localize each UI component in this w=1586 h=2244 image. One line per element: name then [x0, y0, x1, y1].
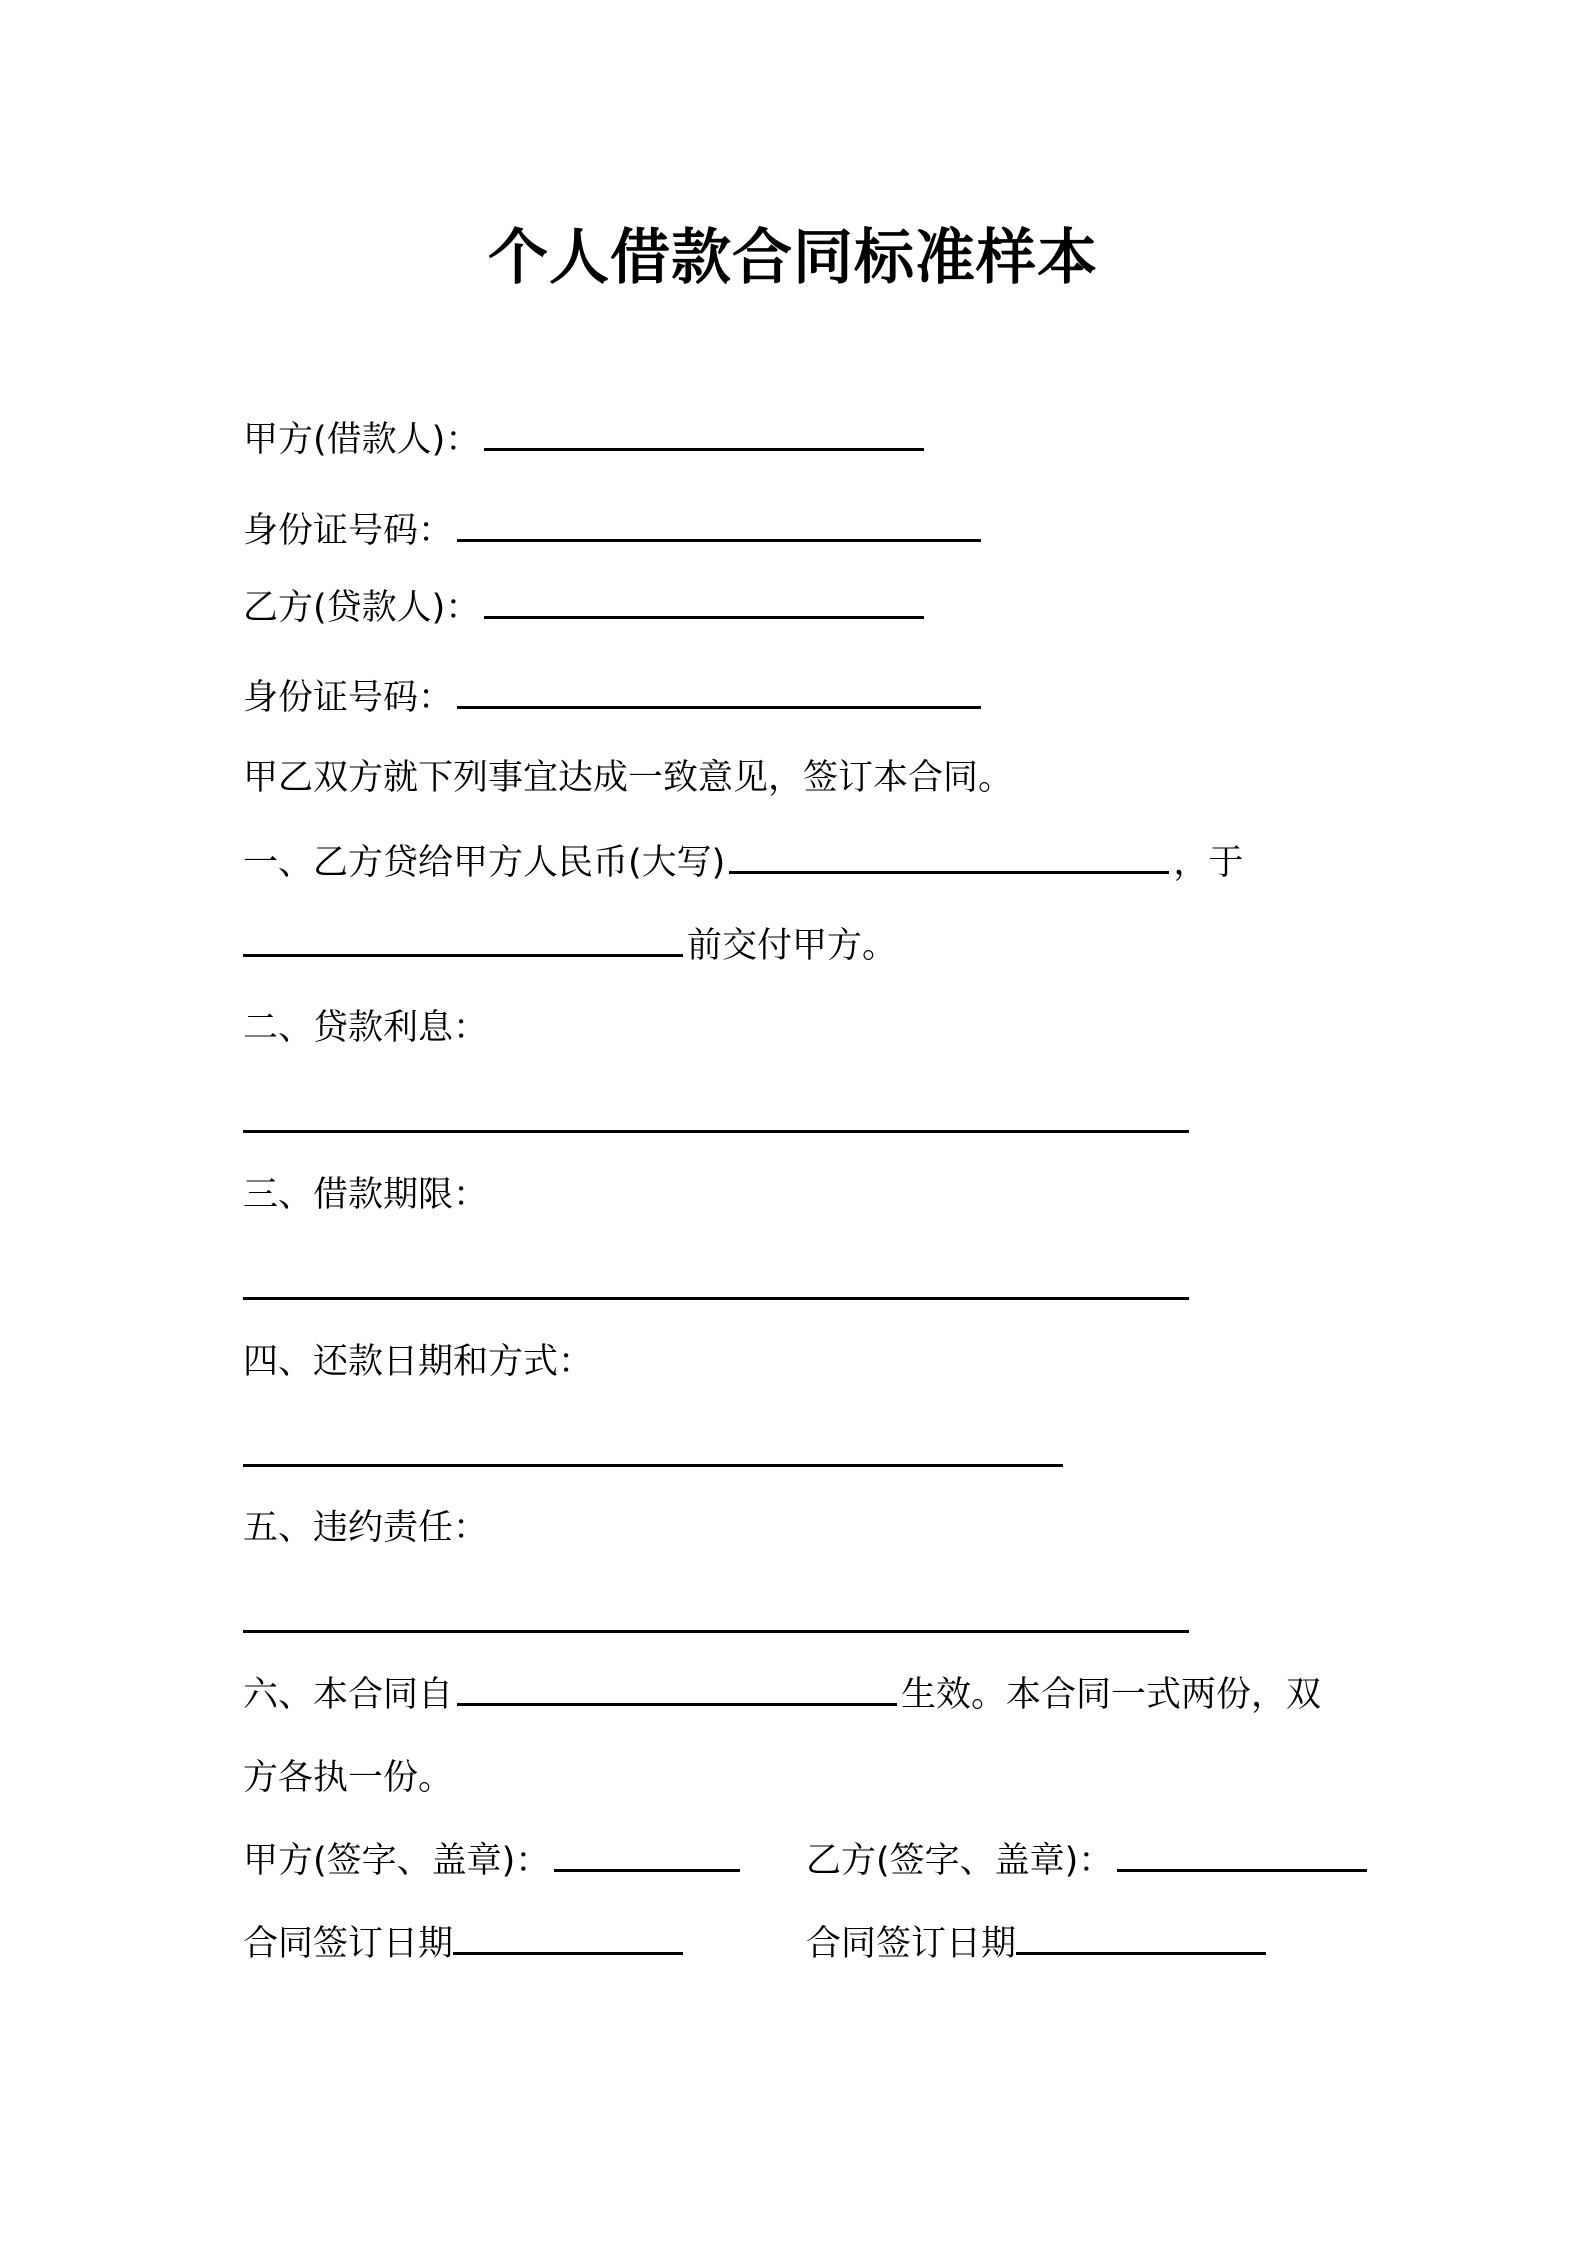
sign-a-blank[interactable] — [554, 1839, 740, 1872]
clause-1-comma: ，于 — [1173, 843, 1244, 883]
date-a-label: 合同签订日期 — [243, 1924, 454, 1964]
party-b-name-blank[interactable] — [484, 586, 924, 619]
party-a-id-row — [243, 503, 985, 553]
clause-2 — [243, 1000, 488, 1050]
term-blank[interactable] — [243, 1267, 1189, 1300]
loan-amount-blank[interactable] — [729, 841, 1169, 874]
liability-blank[interactable] — [243, 1600, 1189, 1633]
id-number-label: 身份证号码： — [243, 678, 454, 718]
party-a-row — [243, 412, 928, 462]
clause-5-blank-row — [243, 1600, 1193, 1633]
clause-3-heading: 三、借款期限： — [243, 1175, 489, 1215]
id-number-label: 身份证号码： — [243, 511, 454, 551]
clause-3 — [243, 1167, 488, 1217]
party-b-label: 乙方(贷款人)： — [243, 588, 481, 628]
party-b-id-row — [243, 670, 985, 720]
party-a-id-blank[interactable] — [457, 509, 981, 542]
clause-5 — [243, 1500, 488, 1550]
clause-1 — [243, 835, 1243, 885]
date-b-blank[interactable] — [1016, 1922, 1266, 1955]
party-a-label: 甲方(借款人)： — [243, 420, 481, 460]
date-b-label: 合同签订日期 — [806, 1924, 1017, 1964]
delivery-date-blank[interactable] — [243, 924, 683, 957]
document-title: 个人借款合同标准样本 — [488, 223, 1098, 293]
clause-4-blank-row — [243, 1434, 1067, 1467]
sign-b-row — [806, 1833, 1371, 1883]
sign-a-label: 甲方(签字、盖章)： — [243, 1841, 551, 1881]
clause-6-text: 六、本合同自 — [243, 1675, 454, 1715]
date-a-row — [243, 1916, 687, 1966]
clause-1-cont — [243, 918, 897, 968]
clause-3-blank-row — [243, 1267, 1193, 1300]
sign-b-blank[interactable] — [1117, 1839, 1367, 1872]
sign-b-label: 乙方(签字、盖章)： — [806, 1841, 1114, 1881]
clause-6 — [243, 1667, 1321, 1717]
party-b-id-blank[interactable] — [457, 676, 981, 709]
interest-blank[interactable] — [243, 1100, 1189, 1133]
party-b-row — [243, 580, 928, 630]
party-a-name-blank[interactable] — [484, 418, 924, 451]
clause-1-end: 前交付甲方。 — [687, 926, 898, 966]
clause-2-heading: 二、贷款利息： — [243, 1008, 489, 1048]
preamble — [243, 750, 1013, 800]
clause-2-blank-row — [243, 1100, 1193, 1133]
sign-a-row — [243, 1833, 744, 1883]
clause-1-text: 一、乙方贷给甲方人民币(大写) — [243, 843, 726, 883]
clause-4 — [243, 1334, 593, 1384]
repayment-blank[interactable] — [243, 1434, 1063, 1467]
date-a-blank[interactable] — [453, 1922, 683, 1955]
clause-5-heading: 五、违约责任： — [243, 1508, 489, 1548]
preamble-text: 甲乙双方就下列事宜达成一致意见，签订本合同。 — [243, 758, 1014, 798]
clause-6-cont — [243, 1750, 453, 1800]
effective-date-blank[interactable] — [457, 1673, 897, 1706]
clause-6-text-3: 方各执一份。 — [243, 1758, 454, 1798]
clause-4-heading: 四、还款日期和方式： — [243, 1342, 594, 1382]
clause-6-text-2: 生效。本合同一式两份，双 — [901, 1675, 1322, 1715]
date-b-row — [806, 1916, 1270, 1966]
